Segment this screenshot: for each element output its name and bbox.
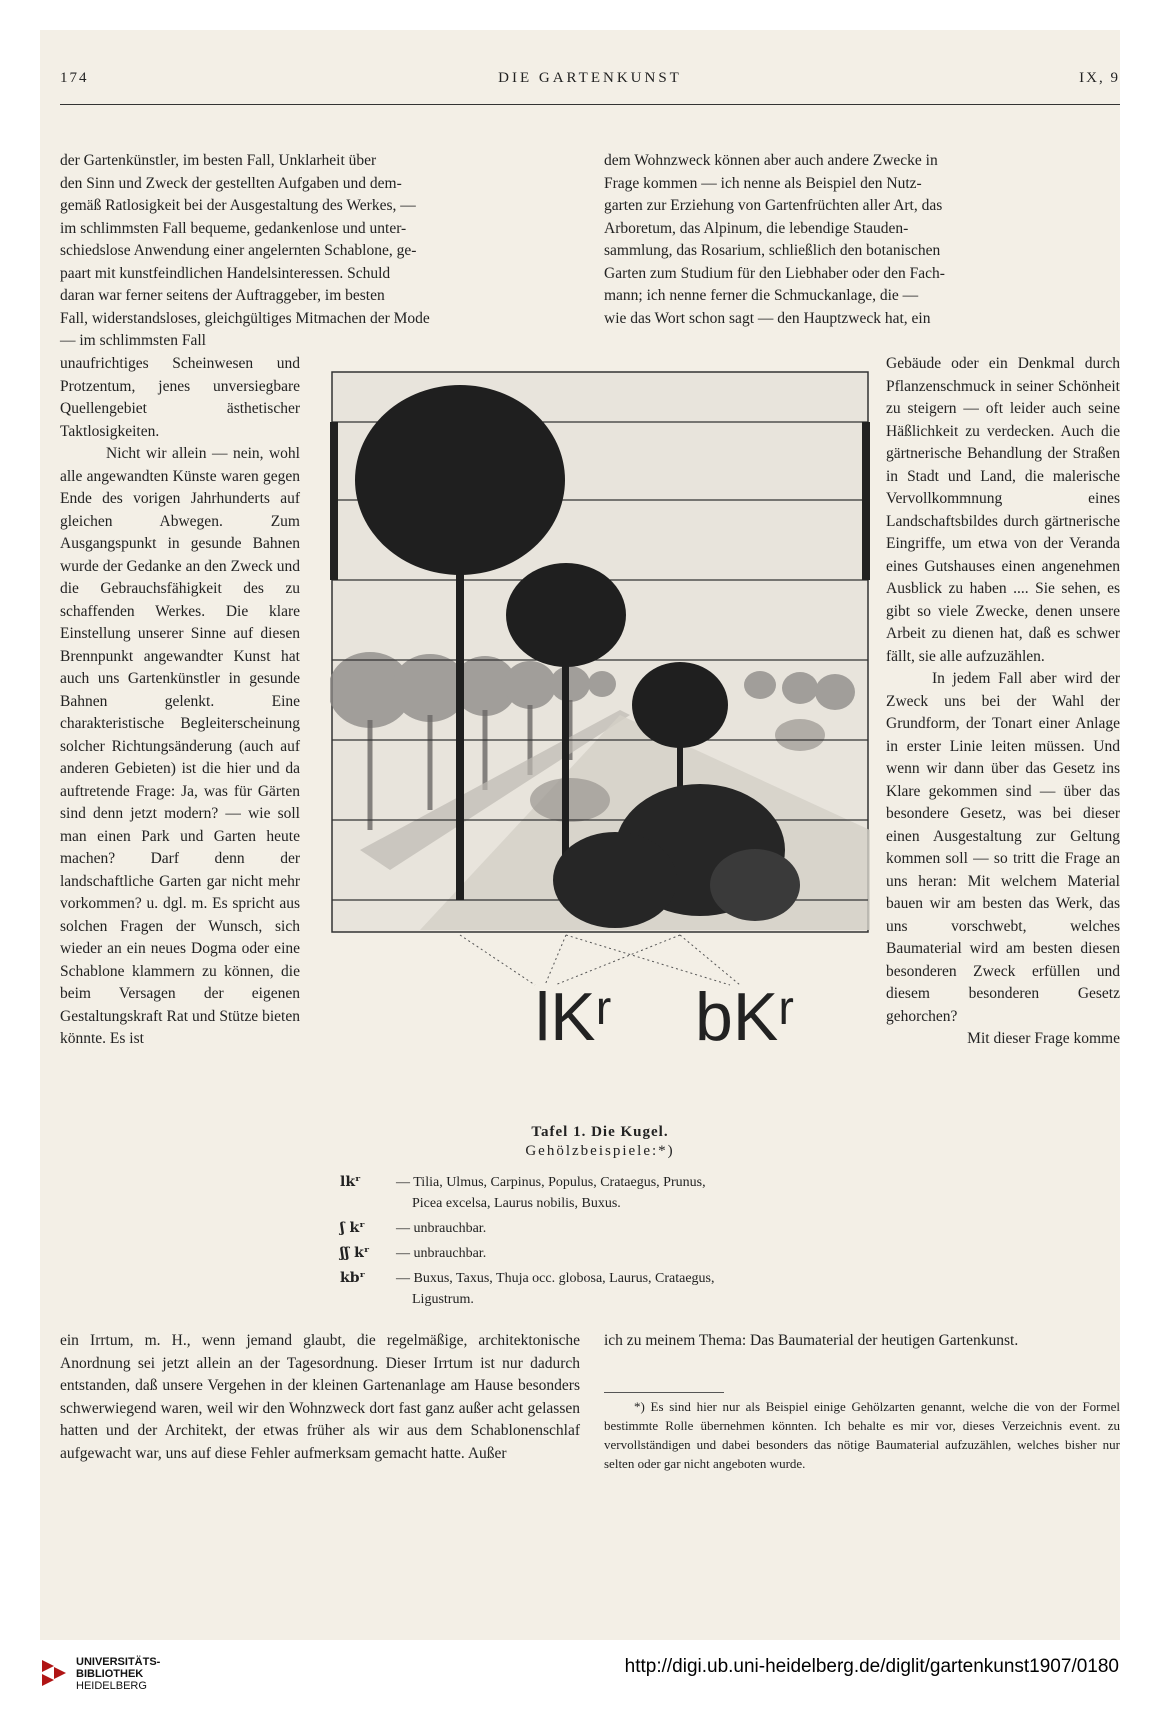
figure-caption bbox=[330, 1124, 870, 1160]
footnote-text: *) Es sind hier nur als Beispiel einige Gehölzarten genannt, welche die von der Formel bestimmte Rolle übernehmen könnten. Ich behalte es mir vor, dieses Verzeichnis event. zu vervollständigen und dabei besonders das nötige Baumaterial aufzuzählen, welches bisher nur selten oder gar nicht angeboten wurde. bbox=[604, 1399, 1120, 1471]
library-line: UNIVERSITÄTS- bbox=[76, 1656, 161, 1668]
library-line: HEIDELBERG bbox=[76, 1680, 147, 1692]
legend-continuation: Ligustrum. bbox=[412, 1292, 474, 1307]
text-line: — im schlimmsten Fall bbox=[60, 332, 206, 349]
legend-row bbox=[340, 1268, 880, 1289]
header-rule bbox=[60, 104, 1120, 105]
legend-text: — Buxus, Taxus, Thuja occ. globosa, Laurus, Crataegus, bbox=[396, 1271, 715, 1286]
text-line: daran war ferner seitens der Auftraggeber, im besten bbox=[60, 287, 385, 304]
text-line: Frage kommen — ich nenne als Beispiel den Nutz- bbox=[604, 174, 922, 192]
right-column-narrow bbox=[886, 353, 1120, 1051]
right-column-top bbox=[604, 150, 1120, 330]
text-line: Garten zum Studium für den Liebhaber oder den Fach- bbox=[604, 264, 945, 282]
paragraph: In jedem Fall aber wird der Zweck uns bei der Wahl der Grundform, der Tonart einer Anlage in erster Linie leiten müssen. Und wenn wir dann über das Gesetz ins Klare gekommen sind — über das besondere Gesetz, was bei dieser einen Ausgestaltung zur Geltung kommen soll — so tritt die Frage an uns heran: Mit welchem Material bauen wir am besten das Werk, das uns vorschwebt, welches Baumaterial wird am besten diesen besonderen Zweck erfüllen und diesem besonderen Gesetz gehorchen? bbox=[886, 670, 1120, 1025]
left-column-bottom bbox=[60, 1330, 580, 1465]
legend-row bbox=[340, 1243, 880, 1264]
library-name bbox=[76, 1656, 160, 1692]
text-line: wie das Wort schon sagt — den Hauptzweck hat, ein bbox=[604, 309, 931, 327]
caption-subtitle: Gehölzbeispiele:*) bbox=[525, 1143, 675, 1159]
paragraph: Gebäude oder ein Denkmal durch Pflanzenschmuck in seiner Schönheit zu steigern — oft leider auch seine Häßlichkeit zu verdecken. Auch die gärtnerische Behandlung der Straßen in Stadt und Land, die malerische Vervollkommnung eines Landschaftsbildes durch gärtnerische Eingriffe, um etwa von der Veranda eines Gutshauses einen angenehmen Ausblick zu haben .... Sie sehen, es gibt so viele Zwecke, denen unsere Arbeit zu dienen hat, daß es schwer fällt, sie alle aufzuzählen. bbox=[886, 355, 1120, 665]
legend-row bbox=[340, 1172, 880, 1193]
text-line: sammlung, das Rosarium, schließlich den botanischen bbox=[604, 242, 941, 259]
paragraph: ich zu meinem Thema: Das Baumaterial der heutigen Gartenkunst. bbox=[604, 1332, 1019, 1349]
footnote bbox=[604, 1392, 1120, 1473]
figure-legend bbox=[340, 1172, 880, 1310]
footnote-rule bbox=[604, 1392, 724, 1393]
source-url-link[interactable]: http://digi.ub.uni-heidelberg.de/diglit/gartenkunst1907/0180 bbox=[624, 1656, 1119, 1677]
text-line: schiedslose Anwendung einer angelernten Schablone, ge- bbox=[60, 242, 417, 259]
legend-symbol: ʃ kʳ bbox=[340, 1220, 365, 1236]
legend-continuation: Picea excelsa, Laurus nobilis, Buxus. bbox=[412, 1196, 621, 1211]
text-line: Arboretum, das Alpinum, die lebendige Stauden- bbox=[604, 219, 909, 237]
text-line: im schlimmsten Fall bequeme, gedankenlose und unter- bbox=[60, 219, 407, 237]
footer bbox=[0, 1650, 1149, 1717]
text-line: den Sinn und Zweck der gestellten Aufgaben und dem- bbox=[60, 174, 402, 192]
text-line: dem Wohnzweck können aber auch andere Zwecke in bbox=[604, 152, 938, 169]
library-line: BIBLIOTHEK bbox=[76, 1668, 144, 1680]
left-column-top bbox=[60, 150, 580, 353]
side-bar-right bbox=[862, 422, 870, 580]
paragraph: Mit dieser Frage komme bbox=[967, 1030, 1120, 1047]
legend-symbol: lkʳ bbox=[340, 1174, 361, 1190]
legend-row bbox=[340, 1218, 880, 1239]
paragraph: unaufrichtiges Scheinwesen und Protzentum, jenes unversiegbare Quellengebiet ästhetischer Taktlosigkeiten. bbox=[60, 355, 300, 440]
bush bbox=[775, 719, 825, 751]
text-line: der Gartenkünstler, im besten Fall, Unklarheit über bbox=[60, 152, 377, 169]
text-line: Fall, widerstandsloses, gleichgültiges Mitmachen der Mode bbox=[60, 309, 430, 327]
text-line: paart mit kunstfeindlichen Handelsinteressen. Schuld bbox=[60, 264, 391, 282]
library-logo-icon bbox=[40, 1658, 68, 1694]
paragraph: Nicht wir allein — nein, wohl alle angewandten Künste waren gegen Ende des vorigen Jahrhunderts auf gleichen Abwegen. Zum Ausgangspunkt in gesunde Bahnen wurde der Gedanke an den Zweck und die Gebrauchsfähigkeit des zu schaffenden Werkes. Die klare Einstellung unserer Sinne auf diesen Brennpunkt angewandter Kunst hat auch uns Gartenkünstler in gesunde Bahnen gelenkt. Eine charakteristische Begleiterscheinung solcher Richtungsänderung (auch auf anderen Gebieten) ist die hier und da auftretende Frage: Ja, was für Gärten sind denn jetzt modern? — wie soll man einen Park und Garten heute machen? Darf denn der landschaftliche Garten gar nicht mehr vorkommen? u. dgl. m. Es spricht aus solchen Fragen der Wunsch, sich wieder an ein neues Dogma oder eine Schablone klammern zu können, die beim Versagen der eigenen Gestaltungskraft Rat und Stütze bieten könnte. Es ist bbox=[60, 445, 300, 1047]
bush bbox=[530, 778, 610, 822]
journal-title: DIE GARTENKUNST bbox=[498, 70, 682, 86]
paragraph: ein Irrtum, m. H., wenn jemand glaubt, die regelmäßige, architektonische Anordnung sei jetzt allein an der Tagesordnung. Dieser Irrtum ist nur dadurch entstanden, daß unsere Vergehen in der kleinen Gartenanlage am Hause besonders schwerwiegend waren, weil wir den Wohnzweck dort fast ganz außer acht gelassen hatten und der Architekt, der etwas früher als wir aus dem Schablonenschlaf aufgewacht war, uns auf diese Fehler aufmerksam gemacht hatte. Außer bbox=[60, 1332, 580, 1462]
right-column-bottom bbox=[604, 1330, 1120, 1353]
caption-title: Tafel 1. Die Kugel. bbox=[531, 1124, 669, 1140]
figure-tafel-kugel bbox=[330, 370, 870, 1100]
legend-symbol: kbʳ bbox=[340, 1270, 366, 1286]
text-line: gemäß Ratlosigkeit bei der Ausgestaltung des Werkes, — bbox=[60, 197, 416, 214]
legend-symbol: ʃʃ kʳ bbox=[340, 1245, 370, 1261]
formula-label-right: bKʳ bbox=[695, 979, 795, 1055]
text-line: garten zur Erziehung von Gartenfrüchten aller Art, das bbox=[604, 197, 943, 214]
left-column-narrow bbox=[60, 353, 300, 1051]
legend-text: — unbrauchbar. bbox=[396, 1246, 487, 1261]
legend-text: — Tilia, Ulmus, Carpinus, Populus, Crataegus, Prunus, bbox=[396, 1175, 706, 1190]
legend-text: — unbrauchbar. bbox=[396, 1221, 487, 1236]
page-number: 174 bbox=[60, 70, 89, 86]
running-header bbox=[60, 70, 1120, 96]
side-bar-left bbox=[330, 422, 338, 580]
volume-number: IX, 9 bbox=[1079, 70, 1120, 86]
text-line: mann; ich nenne ferner die Schmuckanlage, die — bbox=[604, 287, 919, 304]
formula-label-left: lKʳ bbox=[535, 979, 612, 1055]
